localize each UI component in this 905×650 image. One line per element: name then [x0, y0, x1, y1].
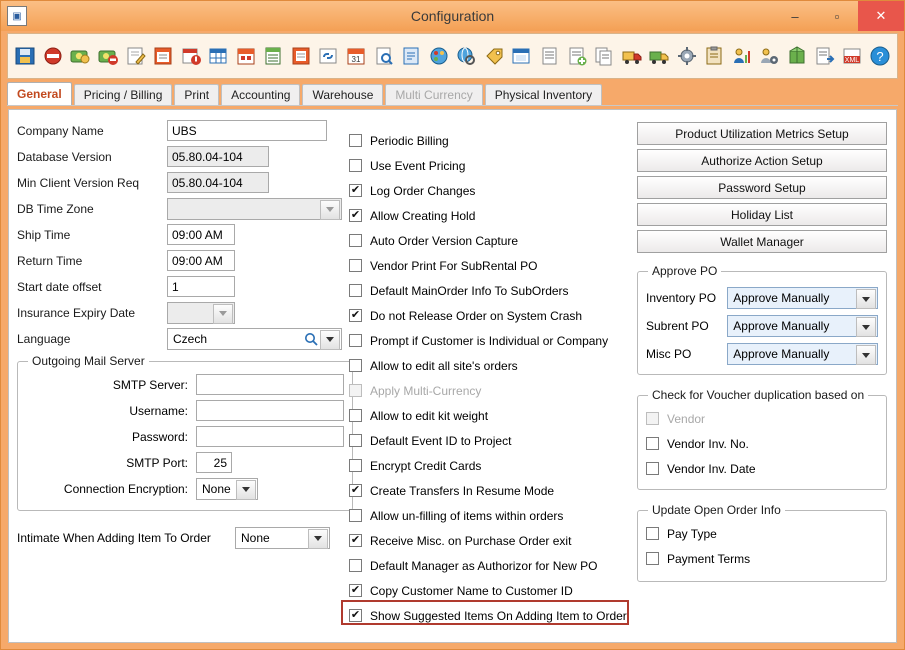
outgoing-mail-server-group — [17, 354, 353, 511]
tab-accounting[interactable]: Accounting — [221, 84, 300, 105]
checkbox-box[interactable] — [349, 234, 362, 247]
checkbox-voucher-vendor-inv-no[interactable] — [646, 431, 878, 456]
update-open-order-group — [637, 503, 887, 582]
window-buttons — [774, 1, 904, 31]
checkbox-box — [349, 384, 362, 397]
subrent-po-label: Subrent PO — [646, 319, 709, 333]
password-input[interactable] — [196, 426, 344, 447]
field-min-client-version — [17, 170, 347, 195]
checkbox-box[interactable] — [349, 584, 362, 597]
chevron-down-icon[interactable] — [856, 345, 876, 365]
title-bar — [1, 1, 904, 31]
money-icon[interactable] — [67, 39, 94, 73]
smtp-port-input[interactable] — [196, 452, 232, 473]
return-time-label: Return Time — [17, 253, 83, 268]
right-column — [637, 122, 887, 582]
truck-green-icon[interactable] — [646, 39, 673, 73]
window-title: Configuration — [410, 8, 495, 24]
notes-orange-icon[interactable] — [288, 39, 315, 73]
palette-icon[interactable] — [425, 39, 452, 73]
checkbox-label: Show Suggested Items On Adding Item to Order — [370, 608, 627, 623]
field-db-time-zone — [17, 196, 347, 221]
svg-text:?: ? — [876, 49, 884, 64]
checkbox-box[interactable] — [646, 462, 659, 475]
field-start-date-offset — [17, 274, 347, 299]
smtp-server-input[interactable] — [196, 374, 344, 395]
checkbox-label: Log Order Changes — [370, 183, 476, 198]
checkbox-default-event-id-to-project[interactable] — [349, 428, 639, 453]
chevron-down-icon[interactable] — [213, 304, 233, 324]
misc-po-combo[interactable] — [727, 343, 878, 365]
save-icon[interactable] — [12, 39, 39, 73]
language-label: Language — [17, 331, 71, 346]
checkbox-box[interactable] — [349, 309, 362, 322]
field-smtp-port — [26, 450, 344, 475]
checkbox-label: Allow Creating Hold — [370, 208, 476, 223]
checkbox-label: Use Event Pricing — [370, 158, 466, 173]
smtp-server-label: SMTP Server: — [112, 377, 188, 392]
checkbox-box — [646, 412, 659, 425]
field-insurance-expiry-date — [17, 300, 347, 325]
inventory-po-label: Inventory PO — [646, 291, 717, 305]
ship-time-label: Ship Time — [17, 227, 71, 242]
connection-encryption-value: None — [202, 481, 231, 496]
tab-physical-inventory[interactable]: Physical Inventory — [485, 84, 602, 105]
intimate-adding-item-value: None — [241, 530, 270, 545]
checkbox-label: Periodic Billing — [370, 133, 449, 148]
password-setup-button[interactable]: Password Setup — [637, 176, 887, 199]
subrent-po-combo[interactable] — [727, 315, 878, 337]
chevron-down-icon[interactable] — [856, 289, 876, 309]
checkbox-label: Create Transfers In Resume Mode — [370, 483, 555, 498]
chevron-down-icon[interactable] — [320, 200, 340, 220]
field-database-version — [17, 144, 347, 169]
checkbox-label: Encrypt Credit Cards — [370, 458, 482, 473]
company-name-input[interactable] — [167, 120, 327, 141]
box-green-icon[interactable] — [784, 39, 811, 73]
globe-search-icon[interactable] — [453, 39, 480, 73]
checkbox-use-event-pricing[interactable] — [349, 153, 639, 178]
approve-po-legend: Approve PO — [648, 264, 721, 278]
tab-pricing-billing[interactable]: Pricing / Billing — [74, 84, 173, 105]
checkbox-label: Do not Release Order on System Crash — [370, 308, 583, 323]
checkbox-box[interactable] — [349, 534, 362, 547]
checkbox-label: Vendor Inv. No. — [667, 436, 749, 451]
maximize-button[interactable]: ▫ — [834, 8, 840, 24]
holiday-list-button[interactable]: Holiday List — [637, 203, 887, 226]
left-column — [17, 118, 347, 551]
options-column — [349, 128, 639, 628]
checkbox-label: Copy Customer Name to Customer ID — [370, 583, 573, 598]
checkbox-label: Vendor Inv. Date — [667, 461, 756, 476]
field-company-name — [17, 118, 347, 143]
checkbox-box[interactable] — [349, 409, 362, 422]
checkbox-auto-order-version-capture[interactable] — [349, 228, 639, 253]
person-chart-icon[interactable] — [729, 39, 756, 73]
checkbox-allow-edit-kit-weight[interactable] — [349, 403, 639, 428]
authorize-action-setup-button[interactable]: Authorize Action Setup — [637, 149, 887, 172]
checkbox-create-transfers-resume-mode[interactable] — [349, 478, 639, 503]
checkbox-vendor-print-subrental-po[interactable] — [349, 253, 639, 278]
checkbox-box[interactable] — [646, 527, 659, 540]
chevron-down-icon[interactable] — [320, 330, 340, 350]
checkbox-label: Default MainOrder Info To SubOrders — [370, 283, 569, 298]
start-date-offset-input[interactable] — [167, 276, 235, 297]
field-connection-encryption — [26, 476, 344, 501]
checkbox-default-manager-authorizor[interactable] — [349, 553, 639, 578]
field-intimate-adding-item — [17, 525, 347, 550]
checkbox-label: Receive Misc. on Purchase Order exit — [370, 533, 572, 548]
smtp-port-label: SMTP Port: — [126, 455, 188, 470]
field-return-time — [17, 248, 347, 273]
app-icon: ▣ — [7, 6, 27, 26]
db-time-zone-label: DB Time Zone — [17, 201, 94, 216]
product-utilization-metrics-setup-button[interactable]: Product Utilization Metrics Setup — [637, 122, 887, 145]
link-chain-icon[interactable] — [315, 39, 342, 73]
checkbox-do-not-release-order[interactable] — [349, 303, 639, 328]
checkbox-default-mainorder-info[interactable] — [349, 278, 639, 303]
document-copy-icon[interactable] — [591, 39, 618, 73]
checkbox-show-suggested-items[interactable] — [349, 603, 639, 628]
min-client-version-input — [167, 172, 269, 193]
field-ship-time — [17, 222, 347, 247]
tag-icon[interactable] — [481, 39, 508, 73]
subrent-po-value: Approve Manually — [733, 319, 830, 333]
checkbox-periodic-billing[interactable] — [349, 128, 639, 153]
username-input[interactable] — [196, 400, 344, 421]
checkbox-label: Auto Order Version Capture — [370, 233, 519, 248]
field-language — [17, 326, 347, 351]
connection-encryption-label: Connection Encryption: — [63, 481, 188, 496]
checkbox-payment-terms[interactable] — [646, 546, 878, 571]
gear-icon[interactable] — [674, 39, 701, 73]
tab-print[interactable]: Print — [174, 84, 219, 105]
voucher-duplication-legend: Check for Voucher duplication based on — [648, 388, 868, 402]
calendar-book-icon[interactable] — [150, 39, 177, 73]
checkbox-allow-creating-hold[interactable] — [349, 203, 639, 228]
checkbox-box[interactable] — [349, 559, 362, 572]
voucher-duplication-group — [637, 388, 887, 490]
checkbox-label: Vendor Print For SubRental PO — [370, 258, 538, 273]
approve-po-group — [637, 264, 887, 375]
tab-general[interactable]: General — [7, 82, 72, 105]
svg-text:31: 31 — [351, 55, 361, 64]
checkbox-label: Allow un-filling of items within orders — [370, 508, 564, 523]
username-label: Username: — [129, 403, 188, 418]
tab-warehouse[interactable]: Warehouse — [302, 84, 383, 105]
inventory-po-combo[interactable] — [727, 287, 878, 309]
checkbox-label: Default Event ID to Project — [370, 433, 512, 448]
checkbox-apply-multi-currency — [349, 378, 639, 403]
general-tab-panel — [8, 109, 897, 643]
help-icon[interactable] — [866, 39, 893, 73]
svg-text:XML: XML — [844, 57, 860, 64]
document-add-icon[interactable] — [563, 39, 590, 73]
checkbox-box[interactable] — [349, 134, 362, 147]
checkbox-voucher-vendor-inv-date[interactable] — [646, 456, 878, 481]
language-value: Czech — [173, 331, 208, 346]
search-icon[interactable] — [301, 330, 321, 348]
money-cancel-icon[interactable] — [95, 39, 122, 73]
checkbox-receive-misc-po-exit[interactable] — [349, 528, 639, 553]
approve-po-row-inventory — [646, 284, 878, 312]
checkbox-allow-edit-all-sites-orders[interactable] — [349, 353, 639, 378]
magnifier-doc-icon[interactable] — [370, 39, 397, 73]
close-button[interactable]: ✕ — [858, 1, 904, 31]
misc-po-value: Approve Manually — [733, 347, 830, 361]
person-gear-icon[interactable] — [756, 39, 783, 73]
clipboard-icon[interactable] — [701, 39, 728, 73]
database-version-label: Database Version — [17, 149, 112, 164]
return-time-input[interactable] — [167, 250, 235, 271]
approve-po-row-subrent — [646, 312, 878, 340]
database-version-input — [167, 146, 269, 167]
tab-multi-currency: Multi Currency — [385, 84, 482, 105]
checkbox-allow-unfilling-items[interactable] — [349, 503, 639, 528]
insurance-expiry-date-combo[interactable] — [167, 302, 235, 324]
chevron-down-icon[interactable] — [308, 529, 328, 549]
field-password — [26, 424, 344, 449]
tab-strip — [7, 83, 898, 106]
min-client-version-label: Min Client Version Req — [17, 175, 140, 190]
calendar-red-icon[interactable] — [233, 39, 260, 73]
field-smtp-server — [26, 372, 344, 397]
insurance-expiry-date-label: Insurance Expiry Date — [17, 305, 136, 320]
list-green-icon[interactable] — [260, 39, 287, 73]
intimate-adding-item-label: Intimate When Adding Item To Order — [17, 530, 211, 545]
checkbox-log-order-changes[interactable] — [349, 178, 639, 203]
connection-encryption-combo[interactable] — [196, 478, 258, 500]
password-label: Password: — [131, 429, 188, 444]
checkbox-box[interactable] — [349, 459, 362, 472]
company-name-label: Company Name — [17, 123, 104, 138]
checkbox-box[interactable] — [349, 434, 362, 447]
ship-time-input[interactable] — [167, 224, 235, 245]
field-username — [26, 398, 344, 423]
checkbox-label: Default Manager as Authorizor for New PO — [370, 558, 598, 573]
chevron-down-icon[interactable] — [236, 480, 256, 500]
inventory-po-value: Approve Manually — [733, 291, 830, 305]
minimize-button[interactable]: – — [791, 8, 799, 24]
checkbox-label: Pay Type — [667, 526, 717, 541]
start-date-offset-label: Start date offset — [17, 279, 102, 294]
export-icon[interactable] — [811, 39, 838, 73]
edit-note-icon[interactable] — [122, 39, 149, 73]
language-combo[interactable] — [167, 328, 342, 350]
checkbox-box[interactable] — [349, 484, 362, 497]
document-icon[interactable] — [536, 39, 563, 73]
no-entry-icon[interactable] — [40, 39, 67, 73]
wallet-manager-button[interactable]: Wallet Manager — [637, 230, 887, 253]
approve-po-row-misc — [646, 340, 878, 368]
misc-po-label: Misc PO — [646, 347, 692, 361]
checkbox-label: Prompt if Customer is Individual or Company — [370, 333, 609, 348]
checkbox-box[interactable] — [349, 184, 362, 197]
checkbox-box[interactable] — [349, 209, 362, 222]
checkbox-voucher-vendor — [646, 406, 878, 431]
calendar-31-icon[interactable] — [343, 39, 370, 73]
grid-blue-icon[interactable] — [205, 39, 232, 73]
outgoing-mail-server-legend: Outgoing Mail Server — [28, 354, 149, 368]
checkbox-label: Payment Terms — [667, 551, 751, 566]
window-blue-icon[interactable] — [508, 39, 535, 73]
chevron-down-icon[interactable] — [856, 317, 876, 337]
calendar-alert-icon[interactable] — [177, 39, 204, 73]
checkbox-box[interactable] — [349, 334, 362, 347]
checkbox-box[interactable] — [349, 259, 362, 272]
xml-icon[interactable] — [839, 39, 866, 73]
intimate-adding-item-combo[interactable] — [235, 527, 330, 549]
checkbox-box[interactable] — [646, 552, 659, 565]
checkbox-label: Allow to edit kit weight — [370, 408, 489, 423]
truck-icon[interactable] — [618, 39, 645, 73]
page-blue-icon[interactable] — [398, 39, 425, 73]
toolbar — [7, 33, 898, 79]
checkbox-label: Vendor — [667, 411, 706, 426]
db-time-zone-combo[interactable] — [167, 198, 342, 220]
selection-highlight — [341, 600, 629, 625]
checkbox-box[interactable] — [349, 159, 362, 172]
checkbox-box[interactable] — [349, 509, 362, 522]
checkbox-pay-type[interactable] — [646, 521, 878, 546]
checkbox-label: Apply Multi-Currency — [370, 383, 482, 398]
checkbox-box[interactable] — [646, 437, 659, 450]
checkbox-box[interactable] — [349, 359, 362, 372]
checkbox-prompt-individual-company[interactable] — [349, 328, 639, 353]
checkbox-encrypt-credit-cards[interactable] — [349, 453, 639, 478]
checkbox-label: Allow to edit all site's orders — [370, 358, 518, 373]
checkbox-box[interactable] — [349, 284, 362, 297]
update-open-order-legend: Update Open Order Info — [648, 503, 785, 517]
